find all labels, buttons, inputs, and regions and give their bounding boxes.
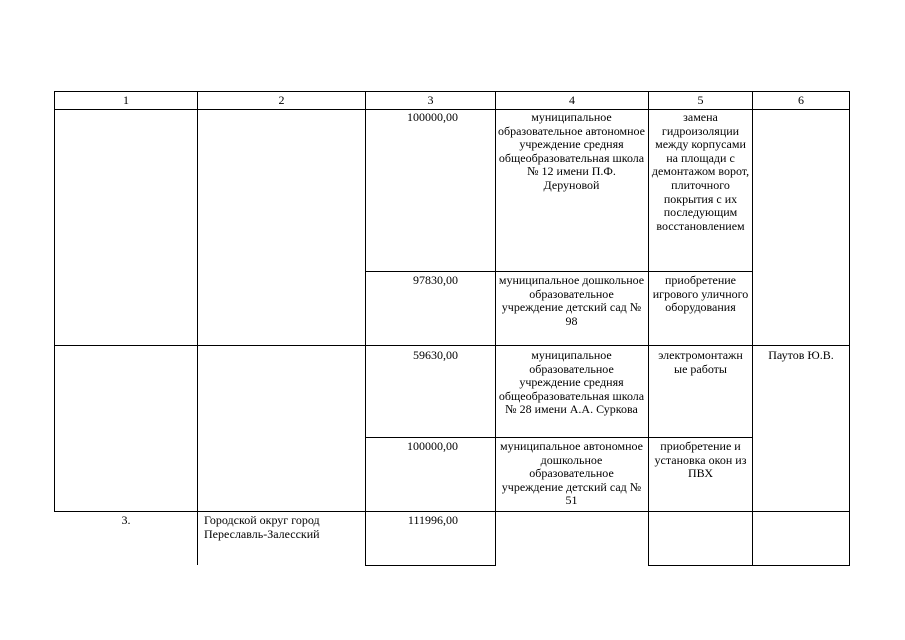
amount-cell: 100000,00	[407, 110, 458, 124]
header-col-6: 6	[798, 93, 804, 107]
entry-divider	[365, 437, 752, 438]
table-top-border	[54, 91, 850, 92]
amount-cell: 111996,00	[407, 513, 458, 527]
row-number-cell: 3.	[121, 513, 131, 527]
entry-divider	[365, 271, 752, 272]
institution-cell: муниципальное автономное дошкольное образовательное учреждение детский сад № 51	[500, 439, 643, 508]
cell-bottom-border	[648, 565, 850, 566]
cell-bottom-border	[365, 565, 496, 566]
amount-cell: 100000,00	[407, 439, 458, 453]
work-cell: приобретение игрового уличного оборудования	[652, 273, 749, 315]
header-col-3: 3	[427, 93, 434, 107]
column-border	[752, 91, 753, 566]
header-col-1: 1	[123, 93, 129, 107]
column-border	[197, 91, 198, 565]
header-col-2: 2	[278, 93, 285, 107]
work-cell: приобретение и установка окон из ПВХ	[654, 439, 747, 481]
institution-cell: муниципальное образовательное автономное учреждение средняя общеобразовательная школа № 12 имени П.Ф. Деруновой	[498, 110, 646, 192]
amount-cell: 97830,00	[413, 273, 458, 287]
work-cell: замена гидроизоляции между корпусами на площади с демонтажом ворот, плиточного покрытия с их последующим восстановлением	[651, 110, 750, 233]
institution-cell: муниципальное образовательное учреждение средняя общеобразовательная школа № 28 имени А.А. Суркова	[498, 348, 645, 417]
amount-cell: 59630,00	[413, 348, 458, 362]
institution-cell: муниципальное дошкольное образовательное учреждение детский сад № 98	[498, 273, 645, 328]
column-border	[495, 91, 496, 566]
column-border	[365, 91, 366, 566]
row-divider	[54, 511, 850, 512]
column-border	[648, 91, 649, 566]
header-col-5: 5	[697, 93, 704, 107]
header-col-4: 4	[569, 93, 575, 107]
work-cell: электромонтажн ые работы	[658, 348, 743, 376]
row-divider	[54, 345, 850, 346]
column-border	[54, 91, 55, 511]
municipality-cell: Городской округ город Переславль-Залесский	[204, 513, 320, 541]
responsible-cell: Паутов Ю.В.	[768, 348, 834, 362]
column-border	[849, 91, 850, 566]
